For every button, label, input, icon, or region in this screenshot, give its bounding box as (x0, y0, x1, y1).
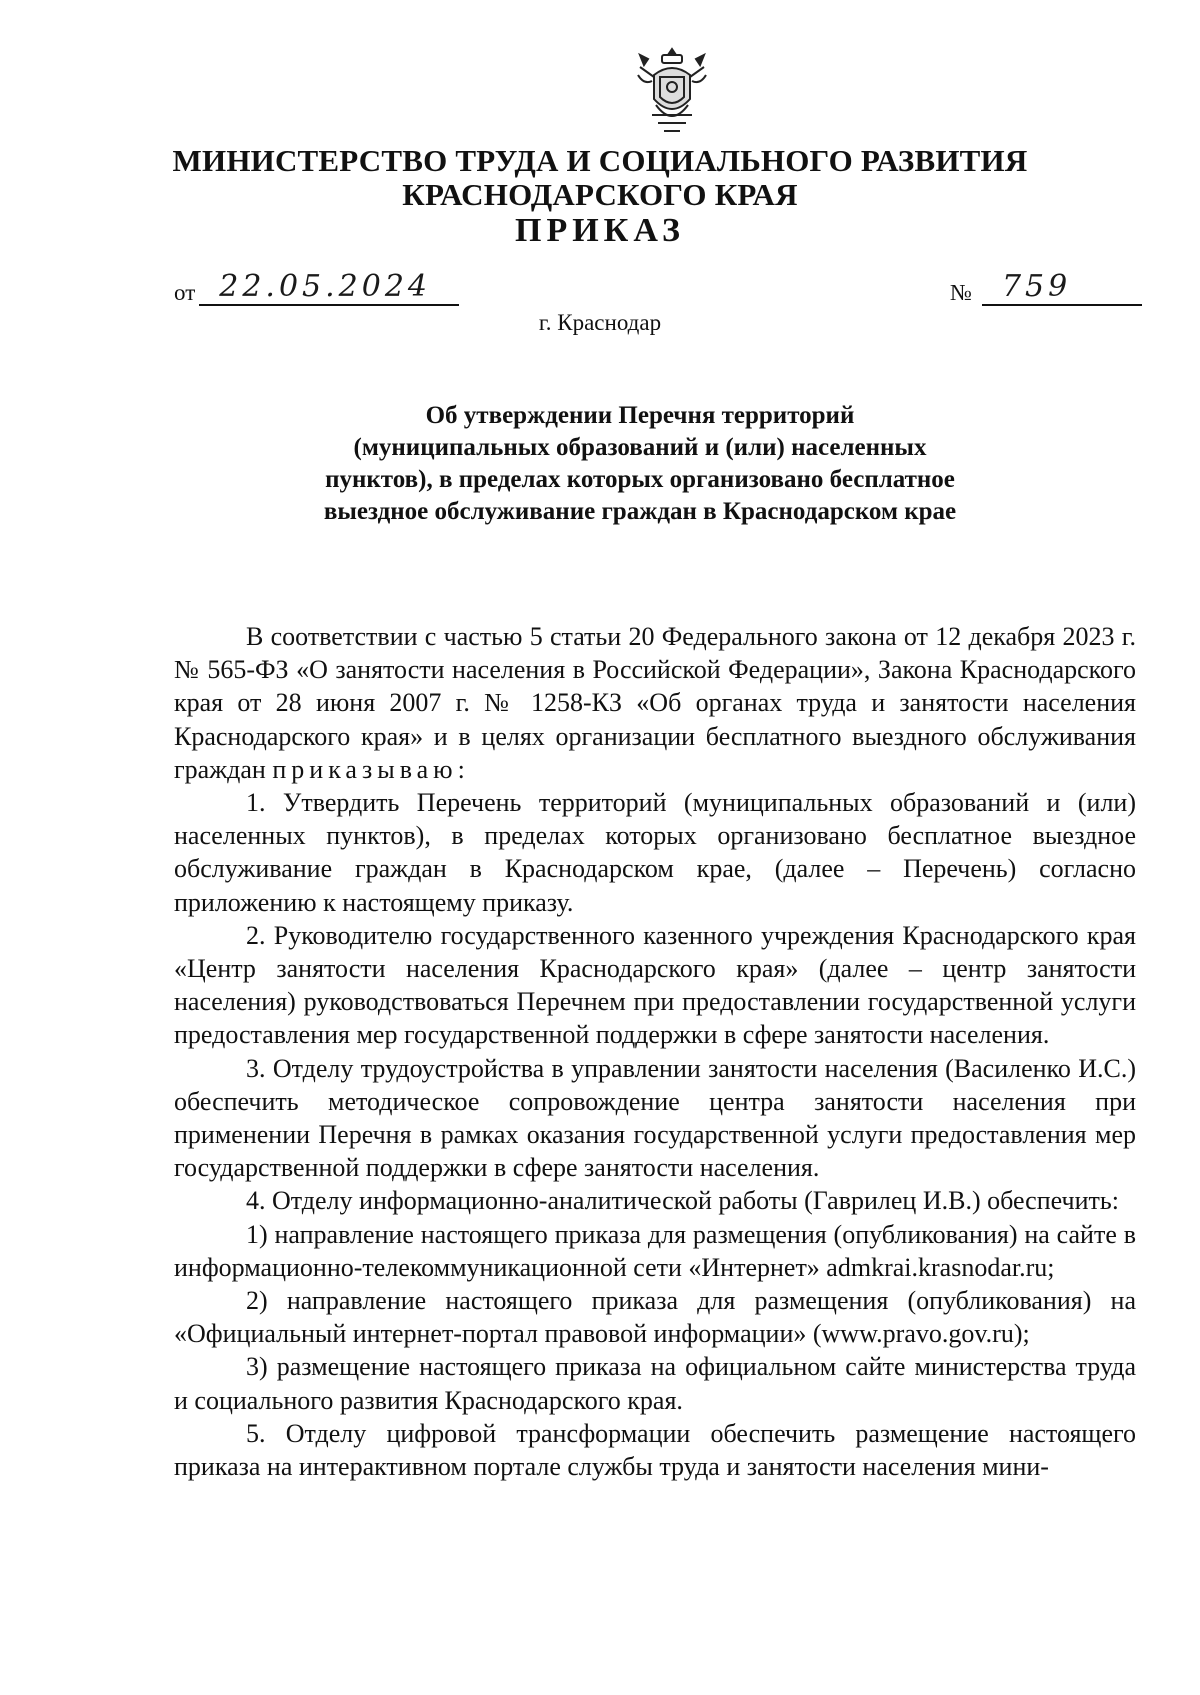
item-4: 4. Отделу информационно-аналитической работы (Гаврилец И.В.) обеспечить: (246, 1186, 1119, 1216)
order-subject (250, 400, 1030, 528)
subject-line-4: выездное обслуживание граждан в Краснодарском крае (323, 498, 957, 525)
date-line (199, 270, 459, 306)
order-date (174, 270, 459, 306)
ministry-name (0, 144, 1200, 212)
item-3: 3. Отделу трудоустройства в управлении занятости населения (Василенко И.С.) обеспечить методическое сопровождение центра занятости населения при применении Перечня в рамках оказания государственной услуги предоставления мер государственной поддержки в сфере занятости населения. (174, 1053, 1136, 1183)
item-1: 1. Утвердить Перечень территорий (муниципальных образований и (или) населенных пунктов), в пределах которых организовано бесплатное выездное обслуживание граждан в Краснодарском крае, (далее – Перечень) согласно приложению к настоящему приказу. (174, 788, 1136, 917)
coat-of-arms-icon (632, 45, 712, 145)
order-word: приказываю: (272, 754, 470, 784)
item-4-3: 3) размещение настоящего приказа на официальном сайте министерства труда и социального развития Краснодарского края. (174, 1352, 1136, 1415)
item-4-2: 2) направление настоящего приказа для размещения (опубликования) на «Официальный интернет-портал правовой информации» (www.pravo.gov.ru); (174, 1286, 1136, 1349)
order-body (174, 620, 1136, 1483)
number-handwritten: 759 (1001, 269, 1072, 304)
preamble-paragraph (174, 620, 1136, 786)
date-prefix: от (174, 280, 196, 305)
number-line (982, 270, 1142, 306)
number-prefix: № (950, 280, 972, 305)
city: г. Краснодар (538, 310, 662, 335)
ministry-line-2: КРАСНОДАРСКОГО КРАЯ (402, 177, 798, 212)
date-handwritten: 22.05.2024 (219, 269, 432, 304)
subject-line-2: (муниципальных образований и (или) населенных (353, 434, 927, 461)
subject-line-3: пунктов), в пределах которых организовано бесплатное (325, 466, 955, 493)
item-2: 2. Руководителю государственного казенного учреждения Краснодарского края «Центр занятости населения Краснодарского края» (далее – центр занятости населения) руководствоваться Перечнем при предоставлении государственной услуги предоставления мер государственной поддержки в сфере занятости населения. (174, 920, 1136, 1050)
item-4-1: 1) направление настоящего приказа для размещения (опубликования) на сайте в информационно-телекоммуникационной сети «Интернет» admkrai.krasnodar.ru; (174, 1219, 1136, 1282)
ministry-line-1: МИНИСТЕРСТВО ТРУДА И СОЦИАЛЬНОГО РАЗВИТИЯ (172, 143, 1028, 178)
order-number (950, 270, 1142, 306)
subject-line-1: Об утверждении Перечня территорий (425, 402, 855, 429)
order-title: ПРИКАЗ (515, 212, 685, 249)
item-5: 5. Отделу цифровой трансформации обеспечить размещение настоящего приказа на интерактивном портале службы труда и занятости населения мини- (174, 1418, 1136, 1482)
preamble-text: В соответствии с частью 5 статьи 20 Федерального закона от 12 декабря 2023 г. № 565-ФЗ «О занятости населения в Российской Федерации», Закона Краснодарского края от 28 июня 2007 г. № 1258-КЗ «Об органах труда и занятости населения Краснодарского края» и в целях организации бесплатного выездного обслуживания граждан (174, 622, 1136, 784)
